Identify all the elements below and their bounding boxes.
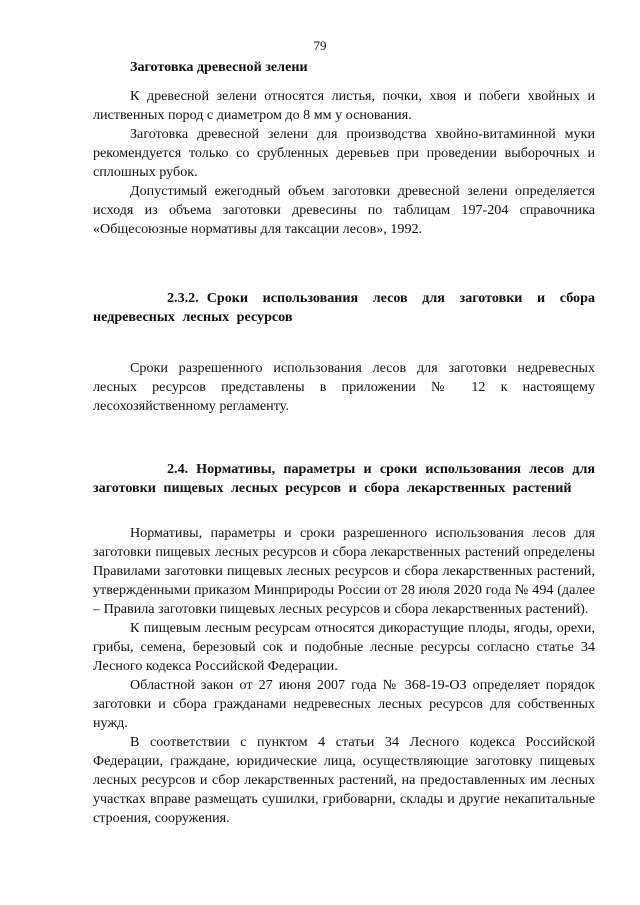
paragraph: Областной закон от 27 июня 2007 года № 368-19-ОЗ определяет порядок заготовки и сбора гражданами недревесных лесных ресурсов для собственных нужд.: [93, 677, 595, 731]
section-heading-text: Сроки использования лесов для заготовки и сбора недревесных лесных ресурсов: [93, 290, 595, 325]
section-title: Заготовка древесной зелени: [130, 59, 308, 75]
paragraph: К древесной зелени относятся листья, почки, хвоя и побеги хвойных и лиственных пород с диаметром до 8 мм у основания.: [93, 88, 595, 123]
paragraph: Допустимый ежегодный объем заготовки древесной зелени определяется исходя из объема заготовки древесины по таблицам 197-204 справочника «Общесоюзные нормативы для таксации лесов», 1992.: [93, 183, 595, 237]
section-number: 2.3.2.: [167, 290, 199, 306]
paragraph: Заготовка древесной зелени для производства хвойно-витаминной муки рекомендуется только со срубленных деревьев при проведении выборочных и сплошных рубок.: [93, 126, 595, 180]
section-heading: [93, 460, 595, 498]
section-wood-greenery: [93, 58, 595, 239]
section-heading-text: Нормативы, параметры и сроки использования лесов для заготовки пищевых лесных ресурсов и сбора лекарственных растений: [93, 461, 595, 496]
document-body: [93, 58, 595, 828]
paragraph: Сроки разрешенного использования лесов для заготовки недревесных лесных ресурсов представлены в приложении № 12 к настоящему лесохозяйственному регламенту.: [93, 360, 595, 414]
page-number: 79: [313, 38, 327, 53]
section-2-4: [93, 460, 595, 828]
paragraph: К пищевым лесным ресурсам относятся дикорастущие плоды, ягоды, орехи, грибы, семена, березовый сок и подобные лесные ресурсы согласно статье 34 Лесного кодекса Российской Федерации.: [93, 620, 595, 674]
paragraph: В соответствии с пунктом 4 статьи 34 Лесного кодекса Российской Федерации, граждане, юридические лица, осуществляющие заготовку пищевых лесных ресурсов и сбор лекарственных растений, на предоставленных им лесных участках вправе размещать сушилки, грибоварни, склады и другие некапитальные строения, сооружения.: [93, 734, 595, 826]
paragraph: Нормативы, параметры и сроки разрешенного использования лесов для заготовки пищевых лесных ресурсов и сбора лекарственных растений определены Правилами заготовки пищевых лесных ресурсов и сбора лекарственных растений, утвержденными приказом Минприроды России от 28 июля 2020 года № 494 (далее – Правила заготовки пищевых лесных ресурсов и сбора лекарственных растений).: [93, 525, 595, 617]
section-heading: [93, 289, 595, 327]
section-number: 2.4.: [167, 461, 189, 477]
section-2-3-2: [93, 289, 595, 416]
